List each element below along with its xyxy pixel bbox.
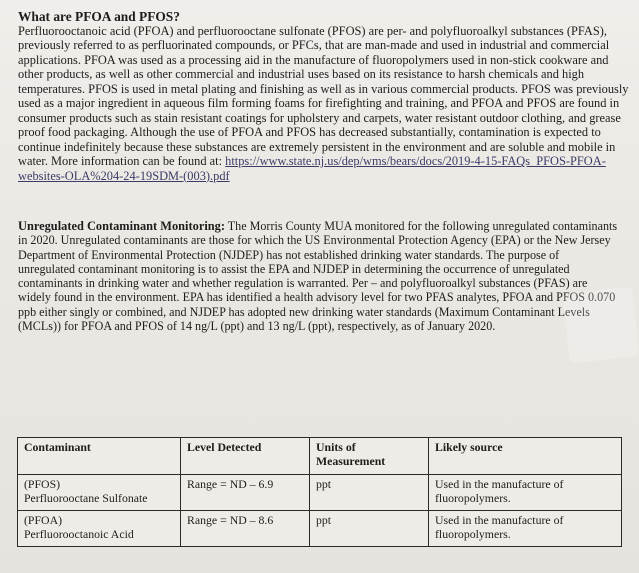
- level-cell: Range = ND – 6.9: [181, 475, 310, 511]
- header-level: Level Detected: [181, 438, 310, 475]
- contaminant-abbr: (PFOA): [24, 513, 63, 527]
- contaminant-name: Perfluorooctane Sulfonate: [24, 491, 148, 505]
- monitoring-section: [18, 219, 618, 333]
- contaminant-cell: [18, 475, 181, 511]
- units-cell: ppt: [310, 475, 429, 511]
- contaminant-table: [17, 437, 622, 547]
- units-cell: ppt: [310, 511, 429, 547]
- monitoring-paragraph: [18, 219, 618, 333]
- tape-mark: [563, 287, 639, 364]
- contaminant-abbr: (PFOS): [24, 477, 61, 491]
- level-cell: Range = ND – 8.6: [181, 511, 310, 547]
- source-cell: Used in the manufacture of fluoropolymers.: [429, 475, 622, 511]
- section-heading: What are PFOA and PFOS?: [18, 9, 180, 24]
- source-cell: Used in the manufacture of fluoropolymers.: [429, 511, 622, 547]
- monitoring-text: The Morris County MUA monitored for the following unregulated contaminants in 2020. Unregulated contaminants are those for which the US Environmental Protection Agency (EPA) or the New Jersey Department of Environmental Protection (NJDEP) has not established drinking water standards. The purpose of unregulated contaminant monitoring is to assist the EPA and NJDEP in determining the occurrence of unregulated contaminants in drinking water and whether regulation is warranted. Per – and polyfluoroalkyl substances (PFAS) are widely found in the environment. EPA has identified a health advisory level for two PFAS analytes, PFOA and PFOS 0.070 ppb either singly or combined, and NJDEP has adopted new drinking water standards (Maximum Contaminant Levels (MCLs)) for PFOA and PFOS of 14 ng/L (ppt) and 13 ng/L (ppt), respectively, as of January 2020.: [18, 219, 618, 333]
- monitoring-heading: Unregulated Contaminant Monitoring:: [18, 219, 225, 233]
- paragraph-text: Perfluorooctanoic acid (PFOA) and perfluorooctane sulfonate (PFOS) are per- and polyfluoroalkyl substances (PFAS), previously referred to as perfluorinated compounds, or PFCs, that are man-made and used in industrial and commercial applications. PFOA was used as a processing aid in the manufacture of fluoropolymers used in non-stick cookware and other products, as well as other commercial and industrial uses based on its resistance to harsh chemicals and high temperatures. PFOS is used in metal plating and finishing as well as in various commercial products. PFOS was previously used as a major ingredient in aqueous film forming foams for firefighting and training, and PFOA and PFOS are found in consumer products such as stain resistant coatings for upholstery and carpets, water resistant outdoor clothing, and grease proof food packaging. Although the use of PFOA and PFOS has decreased substantially, contamination is expected to continue indefinitely because these substances are extremely persistent in the environment and are soluble and mobile in water. More information can be found at:: [18, 24, 629, 169]
- header-units: Units of Measurement: [310, 438, 429, 475]
- header-contaminant: Contaminant: [18, 438, 181, 475]
- table-row: [18, 511, 622, 547]
- table-header-row: [18, 438, 622, 475]
- table-row: [18, 475, 622, 511]
- contaminant-name: Perfluorooctanoic Acid: [24, 527, 134, 541]
- contaminant-cell: [18, 511, 181, 547]
- header-source: Likely source: [429, 438, 622, 475]
- info-link[interactable]: https://www.state.nj.us/dep/wms/bears/docs/2019-4-15-FAQs_PFOS-PFOA-websites-OLA%204-24-19SDM-(003).pdf: [18, 154, 606, 183]
- section-paragraph: [18, 24, 630, 183]
- pfoa-pfos-section: [18, 9, 630, 183]
